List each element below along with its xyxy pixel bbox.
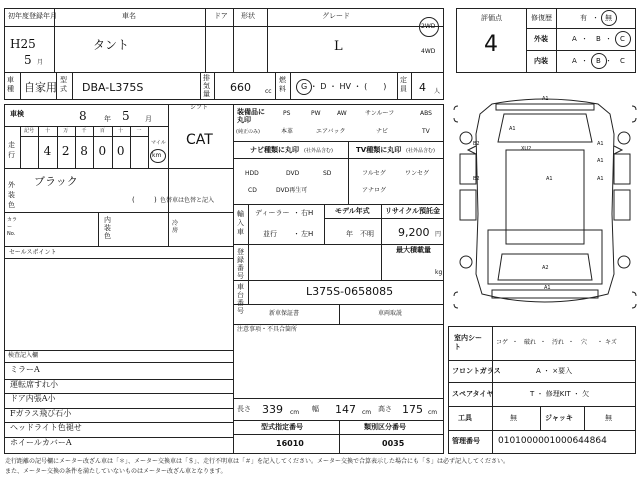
- seat-item: コゲ: [496, 339, 509, 346]
- dims-length-label: 長さ: [237, 405, 251, 413]
- dims-width: 147: [335, 403, 356, 416]
- damage-mark: A1: [597, 158, 604, 164]
- label-repair: 修復歴: [531, 14, 552, 22]
- label-model-year: モデル年式: [335, 207, 370, 215]
- shift-value: CAT: [186, 132, 213, 148]
- equipment-item: TV: [422, 128, 430, 135]
- vehicle-capacity-unit: 人: [434, 88, 441, 95]
- first-reg-era: H25: [10, 37, 36, 51]
- label-equipment: 装備品に丸印: [237, 108, 265, 124]
- inspection-year-unit: 年: [104, 115, 111, 123]
- label-fuel: 燃料: [279, 76, 286, 93]
- import-sep1: ・: [293, 209, 300, 217]
- grade-option: A: [572, 57, 577, 65]
- navi-item: HDD: [245, 170, 259, 177]
- label-tools: 工具: [458, 414, 472, 422]
- mileage-header-cell: 一: [136, 128, 142, 134]
- mileage-header-cell: 万: [63, 128, 69, 134]
- label-inspector: 検査記入欄: [8, 352, 39, 359]
- vehicle-displacement: 660: [230, 81, 251, 94]
- import-dealer: ディーラー: [255, 209, 290, 217]
- inspector-item: ドア内張A小: [10, 394, 56, 403]
- drive-2wd: 2WD: [421, 23, 436, 30]
- repair-yes: 有: [580, 14, 587, 22]
- import-right: 右H: [301, 209, 314, 217]
- mgmt-value: 0101000001000644864: [498, 436, 607, 446]
- mileage-header-cell: 百: [99, 128, 105, 134]
- model-year-value: 年 不明: [346, 230, 374, 238]
- mileage-digit: 8: [80, 144, 88, 158]
- mileage-digit: 0: [98, 144, 107, 158]
- exterior-paren-l: (: [132, 196, 135, 204]
- damage-mark: A1: [509, 126, 516, 132]
- equipment-item: ABS: [420, 110, 432, 117]
- damage-mark: B2: [473, 176, 480, 182]
- label-score: 評価点: [481, 14, 502, 22]
- dims-height: 175: [402, 403, 423, 416]
- grade-sep: ・: [581, 35, 588, 43]
- first-reg-month: 5: [24, 53, 32, 67]
- grade-sep: ・: [605, 35, 612, 43]
- car-name-value: タント: [93, 38, 130, 52]
- label-import: 輸入車: [237, 210, 244, 236]
- drive-4wd: 4WD: [421, 48, 436, 55]
- class-no-value: 0035: [382, 439, 405, 448]
- exterior-paren-r: ): [154, 196, 157, 204]
- mileage-digit: 2: [61, 144, 70, 158]
- navi-item: DVD再生可: [276, 187, 308, 194]
- new-warranty: 新車保証書: [269, 310, 300, 317]
- label-sales-point: セールスポイント: [9, 249, 57, 256]
- import-sep2: ・: [293, 230, 300, 238]
- seat-sep: ・: [512, 339, 519, 346]
- tv-item: フルセグ: [362, 170, 386, 177]
- mileage-header-cell: 千: [81, 128, 87, 134]
- seat-sep: ・: [540, 339, 547, 346]
- equipment-item: ナビ: [376, 128, 389, 135]
- mileage-header-cell: 十: [44, 128, 50, 134]
- label-shape: 形状: [241, 12, 255, 20]
- dims-height-label: 高さ: [378, 405, 392, 413]
- label-car-name: 車名: [122, 12, 136, 20]
- equipment-item: PW: [311, 110, 321, 117]
- damage-mark: A1: [597, 176, 604, 182]
- seat-sep: ・: [568, 339, 575, 346]
- recycle-unit: 円: [435, 231, 442, 238]
- mileage-header-cell: 記号: [24, 128, 35, 134]
- vehicle-capacity: 4: [419, 81, 426, 94]
- seat-item: キズ: [605, 339, 617, 346]
- label-interior-color: 内装色: [104, 216, 111, 240]
- equipment-item: 本革: [281, 128, 294, 135]
- tv-item: アナログ: [362, 187, 387, 194]
- label-front-glass: フロントガラス: [452, 367, 501, 375]
- label-displacement: 排気量: [203, 74, 210, 98]
- equipment-item: PS: [283, 110, 291, 117]
- dims-unit-1: cm: [290, 409, 300, 416]
- equipment-item: サンルーフ: [365, 110, 395, 117]
- label-spare-tire: スペアタイヤ: [452, 390, 494, 398]
- label-chassis: 車台番号: [237, 283, 244, 315]
- navi-item: CD: [248, 187, 257, 194]
- grade-option: C: [620, 35, 625, 43]
- tools-value: 無: [510, 414, 517, 422]
- recycle-value: 9,200: [398, 226, 430, 239]
- navi-item: SD: [323, 170, 332, 177]
- mileage-unit-km: km: [152, 152, 162, 159]
- grade-sep: ・: [581, 57, 588, 65]
- seat-item: 穴: [581, 339, 588, 346]
- damage-mark: A1: [544, 285, 551, 291]
- label-capacity: 定員: [400, 76, 407, 93]
- repair-no: 無: [605, 14, 612, 22]
- label-notes: 注意事項・不具合箇所: [237, 326, 298, 333]
- tv-item: ワンセグ: [405, 170, 430, 177]
- inspection-month: 5: [122, 109, 130, 123]
- label-mileage: 走行: [8, 141, 15, 159]
- label-class-no: 類別区分番号: [364, 423, 406, 431]
- grade-option: B: [596, 35, 601, 43]
- chassis-value: L375S-0658085: [306, 285, 394, 298]
- label-reg-no: 登録番号: [237, 248, 244, 280]
- dims-length: 339: [262, 403, 283, 416]
- inspector-item: 運転席すれ小: [10, 379, 58, 389]
- grade-sep: ・: [605, 57, 612, 65]
- label-model: 型式: [60, 76, 67, 93]
- vehicle-cc: cc: [265, 88, 272, 95]
- inspection-month-unit: 月: [145, 115, 152, 123]
- tv-sub: (社外品含む): [406, 148, 435, 154]
- label-int-grade: 内装: [534, 57, 548, 65]
- vehicle-model: DBA-L375S: [82, 81, 144, 94]
- dims-unit-3: cm: [428, 409, 438, 416]
- mileage-unit-mile: マイル: [151, 140, 166, 146]
- damage-mark: XU2: [521, 146, 532, 152]
- equipment-sub: (純正のみ): [236, 129, 260, 135]
- damage-mark: A1: [542, 96, 549, 102]
- dims-width-label: 幅: [312, 405, 319, 413]
- damage-mark: A2: [542, 265, 549, 271]
- label-kind: 車種: [7, 76, 14, 93]
- inspector-item: ミラーA: [10, 365, 40, 374]
- mileage-header-cell: 十: [118, 128, 124, 134]
- first-reg-month-unit: 月: [37, 59, 44, 66]
- label-shift: シフト: [190, 104, 209, 111]
- grade-value: L: [334, 39, 343, 54]
- max-load-unit: kg: [435, 269, 443, 276]
- label-ext-grade: 外装: [534, 35, 548, 43]
- inspection-year: 8: [79, 109, 87, 123]
- seat-sep: ・: [597, 339, 604, 346]
- manual: 車両取説: [378, 310, 403, 317]
- mileage-digit: 4: [43, 144, 52, 158]
- mileage-digit: 0: [116, 144, 125, 158]
- jack-value: 無: [605, 414, 612, 422]
- inspector-item: Fガラス飛び石小: [10, 408, 72, 418]
- repair-sep: ・: [592, 14, 599, 22]
- exterior-value: ブラック: [34, 175, 78, 188]
- type-no-value: 16010: [276, 439, 304, 448]
- label-door: ドア: [214, 12, 228, 20]
- damage-mark: B2: [473, 141, 480, 147]
- front-glass-value: A ・ ×要入: [536, 367, 573, 375]
- exterior-note: 色替車は色替と記入: [160, 197, 215, 204]
- label-max-load: 最大積載量: [396, 246, 431, 254]
- label-mgmt: 管理番号: [452, 437, 480, 445]
- label-seat: 室内シート: [454, 334, 482, 351]
- inspector-item: ヘッドライト色褪せ: [10, 423, 82, 432]
- damage-mark: A1: [597, 141, 604, 147]
- label-tv: TV種類に丸印: [356, 146, 402, 154]
- label-inspection: 車検: [10, 110, 24, 118]
- label-navi: ナビ種類に丸印: [250, 146, 299, 154]
- score-value: 4: [484, 32, 498, 57]
- navi-sub: (社外品含む): [304, 148, 333, 154]
- footer-line-1: 走行距離の記号欄にメーター改ざん車は「＊」、メーター交換車は「＄」、走行不明車は「＃」を記入してください。メーター交換で合算表示した場合にも「＄」は必ず記入してください。: [5, 458, 510, 465]
- equipment-item: AW: [337, 110, 347, 117]
- seat-item: 汚れ: [552, 339, 565, 346]
- grade-option: C: [620, 57, 625, 65]
- label-jack: ジャッキ: [545, 414, 573, 422]
- equipment-item: エアバック: [316, 128, 346, 135]
- label-cooler: 冷房: [172, 220, 179, 234]
- import-left: 左H: [301, 230, 314, 238]
- label-recycle: リサイクル預託金: [385, 207, 441, 215]
- inspector-item: ホイールカバーA: [10, 437, 72, 447]
- label-color-no: カラーNo.: [7, 217, 18, 237]
- vehicle-kind: 自家用: [24, 81, 57, 94]
- damage-mark: A1: [546, 176, 553, 182]
- grade-option: A: [572, 35, 577, 43]
- label-first-reg: 初年度登録年月: [8, 12, 57, 20]
- seat-item: 破れ: [524, 339, 537, 346]
- label-exterior: 外装色: [8, 181, 15, 209]
- grade-option: B: [596, 57, 601, 65]
- spare-tire-value: T ・ 修理KIT ・ 欠: [530, 390, 590, 398]
- vehicle-fuel-options: G ・ D ・ HV ・ ( ): [301, 82, 387, 91]
- label-grade: グレード: [322, 12, 350, 20]
- label-type-no: 型式指定番号: [261, 423, 303, 431]
- navi-item: DVD: [286, 170, 300, 177]
- dims-unit-2: cm: [362, 409, 372, 416]
- footer-line-2: また、メーター交換の条件を満たしていないものはメーター改ざん車となります。: [5, 468, 227, 475]
- import-parallel: 並行: [263, 230, 277, 238]
